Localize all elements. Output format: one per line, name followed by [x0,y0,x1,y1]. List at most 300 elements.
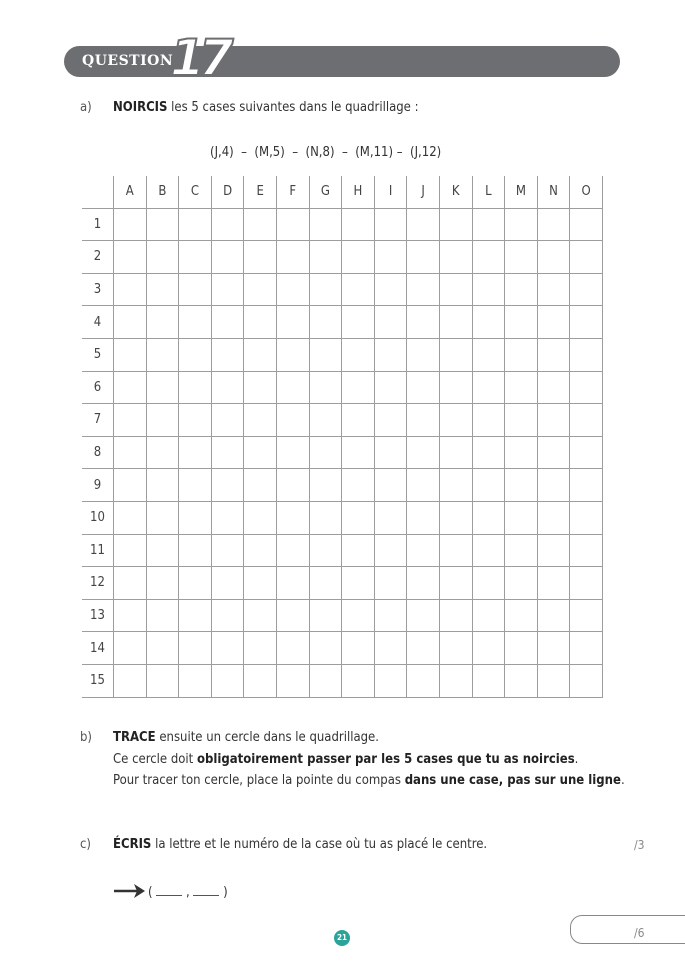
grid-cell[interactable] [276,404,309,437]
grid-cell[interactable] [505,469,538,502]
grid-corner [82,176,114,208]
grid-cell[interactable] [537,306,570,339]
grid-cell[interactable] [505,534,538,567]
grid-cell[interactable] [179,436,212,469]
grid-row [82,632,602,665]
grid-cell[interactable] [537,338,570,371]
grid-cell[interactable] [244,469,277,502]
grid-row [82,436,602,469]
grid-cell[interactable] [211,664,244,697]
grid-row [82,241,602,274]
grid-cell[interactable] [276,469,309,502]
grid-cell[interactable] [472,371,505,404]
grid-cell[interactable] [179,599,212,632]
grid-cell[interactable] [374,241,407,274]
grid-cell[interactable] [114,241,147,274]
grid-cell[interactable] [146,664,179,697]
grid-cell[interactable] [570,501,603,534]
grid-cell[interactable] [211,273,244,306]
grid-cell[interactable] [537,241,570,274]
grid-cell[interactable] [374,371,407,404]
column-header: L [472,176,505,208]
grid-cell[interactable] [146,306,179,339]
grid-cell[interactable] [146,404,179,437]
part-a-text: les 5 cases suivantes dans le quadrillage : [167,100,419,115]
grid-cell[interactable] [146,208,179,241]
grid-row [82,338,602,371]
grid-cell[interactable] [146,599,179,632]
grid-cell[interactable] [439,306,472,339]
grid-cell[interactable] [342,501,375,534]
grid-cell[interactable] [407,371,440,404]
grid-cell[interactable] [211,501,244,534]
row-header: 2 [82,241,114,274]
grid-cell[interactable] [407,404,440,437]
grid-cell[interactable] [407,632,440,665]
grid-cell[interactable] [244,534,277,567]
grid-cell[interactable] [114,534,147,567]
total-score: /6 [634,926,645,940]
grid-cell[interactable] [407,567,440,600]
grid-cell[interactable] [407,436,440,469]
grid-cell[interactable] [146,567,179,600]
grid-cell[interactable] [211,306,244,339]
grid-cell[interactable] [146,371,179,404]
grid-cell[interactable] [342,567,375,600]
grid-cell[interactable] [537,632,570,665]
grid-cell[interactable] [374,599,407,632]
grid-cell[interactable] [211,567,244,600]
grid-cell[interactable] [342,273,375,306]
grid-cell[interactable] [146,632,179,665]
grid-row [82,567,602,600]
grid-cell[interactable] [309,632,342,665]
grid-cell[interactable] [537,436,570,469]
grid-cell[interactable] [244,632,277,665]
grid-cell[interactable] [505,273,538,306]
grid-cell[interactable] [570,371,603,404]
grid-cell[interactable] [505,306,538,339]
part-b-line3-end: . [620,773,625,788]
grid-cell[interactable] [472,436,505,469]
grid-cell[interactable] [146,241,179,274]
part-a-verb: NOIRCIS [113,100,168,115]
grid-cell[interactable] [179,567,212,600]
grid-cell[interactable] [114,501,147,534]
grid-cell[interactable] [570,208,603,241]
grid-cell[interactable] [374,567,407,600]
part-b-line2-bold: obligatoirement passer par les 5 cases que tu as noircies [196,752,575,767]
row-header: 3 [82,273,114,306]
part-a-instruction [113,100,419,115]
grid-cell[interactable] [179,241,212,274]
grid-cell[interactable] [342,306,375,339]
grid-cell[interactable] [537,599,570,632]
grid-cell[interactable] [407,599,440,632]
coordinates-list: (J,4) – (M,5) – (N,8) – (M,11) – (J,12) [210,145,442,160]
grid-cell[interactable] [244,273,277,306]
grid-cell[interactable] [244,599,277,632]
grid-row [82,501,602,534]
grid-cell[interactable] [439,338,472,371]
grid-cell[interactable] [244,501,277,534]
grid-cell[interactable] [407,273,440,306]
grid-cell[interactable] [407,664,440,697]
column-header: M [505,176,538,208]
part-b-line3-bold: dans une case, pas sur une ligne [404,773,621,788]
grid-row [82,371,602,404]
row-header: 1 [82,208,114,241]
grid-cell[interactable] [374,469,407,502]
grid-cell[interactable] [309,501,342,534]
grid-cell[interactable] [342,664,375,697]
grid-cell[interactable] [179,404,212,437]
grid-cell[interactable] [570,306,603,339]
column-header: C [179,176,212,208]
part-b-letter: b) [80,730,92,745]
grid-cell[interactable] [472,664,505,697]
grid-cell[interactable] [374,534,407,567]
grid-cell[interactable] [342,371,375,404]
grid-cell[interactable] [244,664,277,697]
grid-cell[interactable] [407,241,440,274]
grid-cell[interactable] [244,436,277,469]
part-b-line2-end: . [574,752,579,767]
grid-cell[interactable] [439,534,472,567]
grid-cell[interactable] [211,469,244,502]
grid-cell[interactable] [505,338,538,371]
part-b-line2 [113,752,578,767]
grid-cell[interactable] [179,664,212,697]
grid-cell[interactable] [244,567,277,600]
part-b-line1 [113,730,379,745]
grid-cell[interactable] [505,404,538,437]
part-b-line1-text: ensuite un cercle dans le quadrillage. [155,730,379,745]
column-header: F [276,176,309,208]
grid-cell[interactable] [374,501,407,534]
answer-separator: , [182,885,194,900]
total-score-box [570,915,685,944]
grid-cell[interactable] [570,273,603,306]
grid-cell[interactable] [505,208,538,241]
grid-cell[interactable] [439,273,472,306]
grid-cell[interactable] [505,664,538,697]
row-header: 12 [82,567,114,600]
part-c-letter: c) [80,837,91,852]
grid-cell[interactable] [114,208,147,241]
grid-cell[interactable] [179,338,212,371]
grid-row [82,469,602,502]
grid-cell[interactable] [179,469,212,502]
grid-cell[interactable] [309,306,342,339]
grid-row [82,306,602,339]
grid-cell[interactable] [439,371,472,404]
grid-cell[interactable] [374,273,407,306]
column-header: N [537,176,570,208]
grid-cell[interactable] [570,436,603,469]
grid-cell[interactable] [276,208,309,241]
part-b-line3-start: Pour tracer ton cercle, place la pointe du compas [113,773,405,788]
row-header: 6 [82,371,114,404]
answer-number-blank[interactable] [193,895,219,896]
grid-cell[interactable] [211,241,244,274]
row-header: 4 [82,306,114,339]
grid-cell[interactable] [211,208,244,241]
grid-cell[interactable] [309,241,342,274]
grid-cell[interactable] [342,404,375,437]
grid-cell[interactable] [537,501,570,534]
grid-cell[interactable] [505,632,538,665]
grid-cell[interactable] [537,534,570,567]
grid-cell[interactable] [276,273,309,306]
grid-cell[interactable] [570,338,603,371]
grid-cell[interactable] [439,632,472,665]
grid-row [82,534,602,567]
part-c-instruction [113,837,487,852]
grid-cell[interactable] [472,208,505,241]
grid-cell[interactable] [309,567,342,600]
arrow-right-icon [114,882,146,900]
grid-cell[interactable] [244,208,277,241]
grid-cell[interactable] [537,469,570,502]
grid-cell[interactable] [146,469,179,502]
grid-cell[interactable] [439,469,472,502]
grid-cell[interactable] [342,338,375,371]
grid-cell[interactable] [374,338,407,371]
answer-open-paren: ( [148,885,157,900]
grid-cell[interactable] [505,567,538,600]
grid-cell[interactable] [309,599,342,632]
grid-cell[interactable] [537,404,570,437]
row-header: 8 [82,436,114,469]
grid-cell[interactable] [342,436,375,469]
grid-cell[interactable] [309,664,342,697]
grid-cell[interactable] [179,501,212,534]
grid-cell[interactable] [537,567,570,600]
grid-cell[interactable] [179,208,212,241]
column-header: I [374,176,407,208]
grid-cell[interactable] [211,371,244,404]
row-header: 9 [82,469,114,502]
grid-cell[interactable] [439,241,472,274]
grid-cell[interactable] [439,208,472,241]
grid-cell[interactable] [374,208,407,241]
part-b-verb: TRACE [113,730,156,745]
column-header: A [114,176,147,208]
page-number-badge: 21 [334,930,350,946]
grid-cell[interactable] [374,404,407,437]
question-label: QUESTION [82,53,174,69]
grid-cell[interactable] [244,404,277,437]
grid-cell[interactable] [472,338,505,371]
grid-cell[interactable] [211,338,244,371]
grid-cell[interactable] [472,306,505,339]
grid-cell[interactable] [537,208,570,241]
part-c-verb: ÉCRIS [113,837,152,852]
answer-letter-blank[interactable] [156,895,182,896]
grid-cell[interactable] [309,371,342,404]
grid-row [82,664,602,697]
grid-cell[interactable] [505,371,538,404]
grid-cell[interactable] [276,371,309,404]
grid-cell[interactable] [342,632,375,665]
grid-row [82,208,602,241]
grid-cell[interactable] [472,567,505,600]
grid-cell[interactable] [570,469,603,502]
grid-cell[interactable] [309,273,342,306]
grid-cell[interactable] [146,338,179,371]
grid-cell[interactable] [505,241,538,274]
grid-cell[interactable] [211,534,244,567]
answer-close-paren: ) [219,885,228,900]
grid-cell[interactable] [179,273,212,306]
grid-cell[interactable] [211,599,244,632]
grid-cell[interactable] [244,306,277,339]
grid-cell[interactable] [276,599,309,632]
grid-cell[interactable] [244,241,277,274]
grid-cell[interactable] [276,241,309,274]
grid-cell[interactable] [309,436,342,469]
grid-cell[interactable] [505,599,538,632]
column-header: K [439,176,472,208]
grid-cell[interactable] [537,371,570,404]
grid-cell[interactable] [439,567,472,600]
grid-cell[interactable] [114,371,147,404]
grid-cell[interactable] [407,469,440,502]
grid-cell[interactable] [309,534,342,567]
part-b-line2-start: Ce cercle doit [113,752,197,767]
grid-cell[interactable] [114,469,147,502]
grid-cell[interactable] [342,241,375,274]
grid-cell[interactable] [505,501,538,534]
grid-cell[interactable] [374,632,407,665]
column-header: D [211,176,244,208]
grid-cell[interactable] [374,664,407,697]
grid-cell[interactable] [244,338,277,371]
grid-cell[interactable] [472,534,505,567]
grid-cell[interactable] [179,534,212,567]
grid-cell[interactable] [276,567,309,600]
grid-cell[interactable] [114,338,147,371]
grid-cell[interactable] [276,632,309,665]
coordinate-grid [82,176,603,698]
grid-cell[interactable] [472,501,505,534]
grid-cell[interactable] [439,436,472,469]
grid-cell[interactable] [342,469,375,502]
grid-cell[interactable] [342,534,375,567]
grid-cell[interactable] [570,534,603,567]
grid-cell[interactable] [179,371,212,404]
column-header: H [342,176,375,208]
grid-cell[interactable] [276,534,309,567]
row-header: 10 [82,501,114,534]
grid-cell[interactable] [146,273,179,306]
grid-cell[interactable] [211,632,244,665]
grid-cell[interactable] [570,599,603,632]
grid-cell[interactable] [309,404,342,437]
grid-cell[interactable] [211,404,244,437]
grid-cell[interactable] [114,273,147,306]
grid-cell[interactable] [276,501,309,534]
grid-cell[interactable] [472,599,505,632]
grid-cell[interactable] [570,632,603,665]
grid-cell[interactable] [309,208,342,241]
column-header: J [407,176,440,208]
grid-cell[interactable] [114,404,147,437]
grid-cell[interactable] [342,599,375,632]
answer-field[interactable] [148,885,228,900]
grid-cell[interactable] [407,534,440,567]
row-header: 7 [82,404,114,437]
grid-cell[interactable] [342,208,375,241]
grid-cell[interactable] [179,632,212,665]
part-a-letter: a) [80,100,92,115]
grid-cell[interactable] [309,469,342,502]
grid-cell[interactable] [537,273,570,306]
grid-cell[interactable] [570,664,603,697]
column-header: E [244,176,277,208]
grid-cell[interactable] [439,501,472,534]
grid-cell[interactable] [276,436,309,469]
grid-cell[interactable] [407,208,440,241]
grid-cell[interactable] [114,306,147,339]
grid-row [82,273,602,306]
grid-cell[interactable] [211,436,244,469]
grid-cell[interactable] [439,664,472,697]
column-header: O [570,176,603,208]
column-header: B [146,176,179,208]
grid-cell[interactable] [276,306,309,339]
grid-cell[interactable] [309,338,342,371]
grid-cell[interactable] [472,273,505,306]
grid-cell[interactable] [472,241,505,274]
grid-cell[interactable] [276,664,309,697]
grid-cell[interactable] [374,306,407,339]
grid-cell[interactable] [114,664,147,697]
grid-cell[interactable] [439,599,472,632]
grid-cell[interactable] [570,404,603,437]
row-header: 13 [82,599,114,632]
grid-cell[interactable] [114,567,147,600]
row-header: 15 [82,664,114,697]
grid-cell[interactable] [114,436,147,469]
grid-cell[interactable] [114,599,147,632]
grid-cell[interactable] [570,567,603,600]
grid-cell[interactable] [407,306,440,339]
column-header: G [309,176,342,208]
grid-cell[interactable] [179,306,212,339]
grid-cell[interactable] [570,241,603,274]
grid-cell[interactable] [472,632,505,665]
grid-cell[interactable] [407,501,440,534]
grid-cell[interactable] [472,404,505,437]
grid-cell[interactable] [374,436,407,469]
grid-cell[interactable] [472,469,505,502]
grid-cell[interactable] [244,371,277,404]
grid-cell[interactable] [146,534,179,567]
grid-row [82,404,602,437]
row-header: 5 [82,338,114,371]
grid-cell[interactable] [276,338,309,371]
grid-cell[interactable] [505,436,538,469]
grid-cell[interactable] [537,664,570,697]
grid-cell[interactable] [407,338,440,371]
grid-cell[interactable] [439,404,472,437]
grid-cell[interactable] [114,632,147,665]
grid-cell[interactable] [146,436,179,469]
part-c-score: /3 [634,838,645,852]
grid-cell[interactable] [146,501,179,534]
